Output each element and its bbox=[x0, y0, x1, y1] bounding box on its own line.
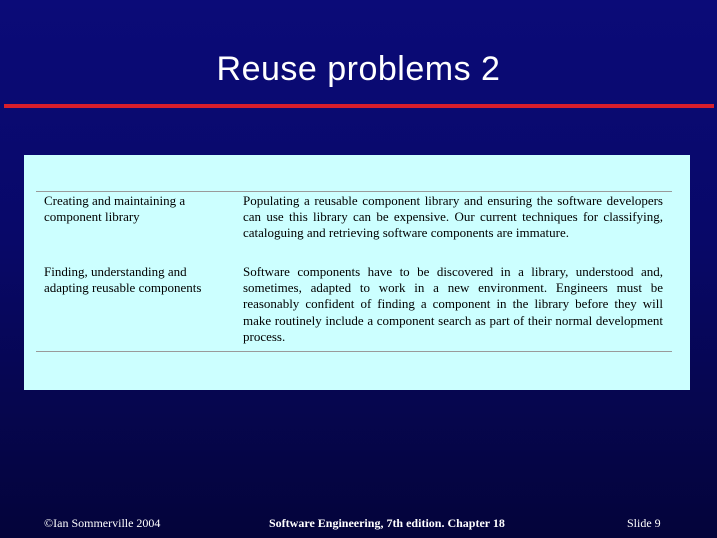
title-divider bbox=[4, 104, 714, 108]
table-row-2-explanation: Software components have to be discovered in a library, understood and, sometimes, adapted to work in a new environment. Engineers must be reasonably confident of finding a component in the library before they will make routinely include a component search as part of their normal development process. bbox=[243, 264, 663, 344]
problems-table bbox=[24, 155, 690, 390]
table-row-2-problem: Finding, understanding and adapting reusable components bbox=[44, 264, 202, 296]
slide-title: Reuse problems 2 bbox=[216, 50, 501, 88]
table-row-1-problem: Creating and maintaining a component library bbox=[44, 193, 186, 225]
footer-copyright: ©Ian Sommerville 2004 bbox=[44, 516, 161, 530]
footer-slide-number: Slide 9 bbox=[627, 516, 661, 530]
table-row-1-explanation: Populating a reusable component library and ensuring the software developers can use this library can be expensive. Our current techniques for classifying, cataloguing and retrieving software components are immature. bbox=[243, 193, 663, 241]
table-top-rule bbox=[36, 191, 672, 192]
footer-book-title: Software Engineering, 7th edition. Chapter 18 bbox=[269, 516, 505, 530]
table-bottom-rule bbox=[36, 351, 672, 352]
